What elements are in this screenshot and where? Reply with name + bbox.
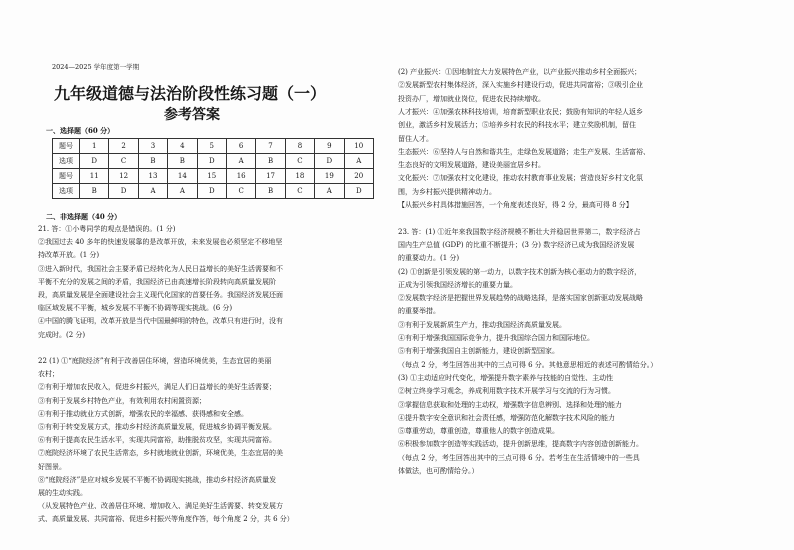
table-cell: 7 [256, 139, 285, 154]
answer-table-row [53, 184, 374, 199]
text-line: ⑤有利于转变发展方式，推动乡村经济高质量发展，促进城乡协调平衡发展。 [38, 423, 276, 431]
text-line: 临区域发展不平衡，城乡发展不平衡不协调等现实挑战。(6 分) [38, 304, 233, 313]
table-cell: C [109, 154, 138, 169]
row-header: 选项 [53, 184, 80, 199]
text-line: 段，高质量发展是全面建设社会主义现代化国家的首要任务。我国经济发展还面 [38, 291, 283, 299]
term-label: 2024—2025 学年度第一学期 [52, 63, 140, 71]
row-header: 题号 [53, 169, 80, 184]
table-cell: D [197, 184, 226, 199]
table-cell: 12 [109, 169, 138, 184]
answer-table-row [53, 139, 374, 154]
text-line: ⑥积极参加数字创造等实践活动，提升创新思维，提高数字内容创造创新能力。 [398, 440, 643, 449]
table-cell: 18 [285, 169, 314, 184]
text-line: ②有利于增加农民收入，促进乡村振兴，满足人们日益增长的美好生活需要； [38, 383, 276, 392]
text-line: ④有利于推动就业方式创新，增强农民的幸福感、获得感和安全感。 [38, 409, 248, 418]
table-cell: 17 [256, 169, 285, 184]
text-line: 围，为乡村振兴提供精神动力。 [398, 187, 496, 196]
page-title: 九年级道德与法治阶段性练习题（一） [54, 84, 327, 103]
text-line: ③有利于发展乡村特色产业，有效利用农村闲置资源； [38, 396, 206, 405]
table-cell: 19 [315, 169, 344, 184]
table-cell: A [226, 154, 255, 169]
text-line: （从发展特色产业、改善居住环境、增加收入、满足美好生活需要、转变发展方 [38, 502, 283, 511]
text-line: ②发展数字经济是把握世界发展趋势的战略选择，是落实国家创新驱动发展战略 [398, 294, 643, 303]
text-line: 留住人才。 [398, 134, 433, 143]
answer-table-row [53, 169, 374, 184]
table-cell: B [256, 154, 285, 169]
table-cell: 3 [138, 139, 167, 154]
answer-table [52, 138, 374, 199]
text-line: 23. 答：(1) ①近年来我国数字经济规模不断壮大并稳居世界第二，数字经济占 [398, 227, 641, 236]
text-line: （每点 2 分，考生回答出其中的三点可得 6 分。其他意思相近的表述可酌情给分。） [398, 360, 658, 369]
text-line: ④有利于增强我国国际竞争力，提升我国综合国力和国际地位。 [398, 334, 594, 342]
table-cell: D [197, 154, 226, 169]
text-line: 体做法，也可酌情给分。） [398, 467, 479, 475]
text-line: 投资办厂，增加就业岗位，促进农民持续增收。 [398, 94, 545, 103]
table-cell: 5 [197, 139, 226, 154]
text-line: 展的生动实践。 [38, 489, 87, 497]
text-line: ④提升数字安全意识和社会责任感，增强防范化解数字技术风险的能力 [398, 413, 615, 422]
page-subtitle: 参考答案 [164, 107, 220, 123]
table-cell: 16 [226, 169, 255, 184]
table-cell: 11 [80, 169, 109, 184]
table-cell: 4 [168, 139, 197, 154]
section1-heading: 一、选择题（60 分） [46, 126, 115, 135]
text-line: ⑧“庭院经济”是应对城乡发展不平衡不协调现实挑战，推动乡村经济高质量发 [38, 475, 277, 484]
table-cell: B [168, 154, 197, 169]
text-line: 的重要动力。(1 分) [398, 254, 460, 263]
text-line: ③掌握信息获取和处理的主动权，增强数字信息辨别、选择和处理的能力 [398, 400, 622, 409]
row-header: 选项 [53, 154, 80, 169]
table-cell: A [168, 184, 197, 199]
text-line: 人才振兴：④加强农林科技培训，培育新型职业农民；鼓励有知识的年轻人返乡 [398, 107, 643, 116]
text-line: 正成为引领我国经济增长的重要力量。 [398, 280, 517, 289]
table-cell: 14 [168, 169, 197, 184]
table-cell: D [315, 154, 344, 169]
text-line: (2) 产业振兴：①因地制宜大力发展特色产业，以产业振兴推动乡村全面振兴； [398, 68, 642, 76]
table-cell: A [138, 184, 167, 199]
table-cell: D [80, 154, 109, 169]
text-line: 平衡不充分的发展之间的矛盾，我国经济已由高速增长阶段转向高质量发展阶 [38, 277, 276, 286]
table-cell: A [315, 184, 344, 199]
table-cell: C [285, 184, 314, 199]
text-line: 生态振兴：⑥坚持人与自然和谐共生，走绿色发展道路；走生产发展、生活富裕、 [398, 147, 650, 156]
table-cell: 15 [197, 169, 226, 184]
text-line: 创业，激活乡村发展活力；⑤培养乡村农民的科技水平；建立奖励机制，留住 [398, 121, 636, 130]
table-cell: B [80, 184, 109, 199]
table-cell: B [256, 184, 285, 199]
table-cell: 13 [138, 169, 167, 184]
text-line: 生态良好的文明发展道路，建设美丽宜居乡村。 [398, 161, 545, 170]
table-cell: 1 [80, 139, 109, 154]
answer-table-row [53, 154, 374, 169]
text-line: 持改革开放。(1 分) [38, 251, 100, 260]
text-line: 文化振兴：⑦加强农村文化建设，推动农村教育事业发展；营造良好乡村文化氛 [398, 174, 643, 183]
table-cell: 10 [344, 139, 373, 154]
text-line: 农村； [38, 370, 59, 379]
text-line: (3) ①主动适应时代变化，增强提升数字素养与技能的自觉性、主动性 [398, 373, 614, 382]
text-line: ⑦庭院经济坏境了农民生活常态，乡村就地就业创新，环境优美，生态宜居的美 [38, 449, 283, 458]
table-cell: C [285, 154, 314, 169]
table-cell: 6 [226, 139, 255, 154]
text-line: 21. 答：①小粤同学的观点是错误的。(1 分) [38, 225, 176, 233]
table-cell: B [138, 154, 167, 169]
text-line: 【从振兴乡村具体措施回答，一个角度表述良好，得 2 分，最高可得 8 分】 [398, 201, 633, 209]
text-line: ⑤有利于增强我国自主创新能力，建设创新型国家。 [398, 347, 559, 356]
table-cell: 9 [315, 139, 344, 154]
text-line: 完成时。(2 分) [38, 330, 86, 339]
text-line: ③有利于发展新质生产力，推动我国经济高质量发展。 [398, 320, 566, 329]
table-cell: D [344, 184, 373, 199]
text-line: 式、高质量发展、共同富裕、促进乡村振兴等角度作答，每个角度 2 分，共 6 分） [38, 515, 294, 524]
text-line: ③进入新时代，我国社会主要矛盾已经转化为人民日益增长的美好生活需要和不 [38, 264, 283, 273]
text-line: （每点 2 分，考生回答出其中的三点可得 6 分。若考生在生活情境中的一些具 [398, 453, 640, 462]
text-line: ②我国过去 40 多年的快速发展靠的是改革开放，未来发展也必须坚定不移地坚 [38, 238, 283, 247]
table-cell: 20 [344, 169, 373, 184]
text-line: ④中国的腾飞证明，改革开放是当代中国最鲜明的特色，改革只有进行时，没有 [38, 317, 283, 326]
text-line: 国内生产总值 (GDP) 的比重不断提升；(3 分) 数字经济已成为我国经济发展 [398, 240, 635, 249]
text-line: ⑤尊重劳动，尊重创造，尊重他人的数字创造成果。 [398, 427, 559, 436]
text-line: (2) ①创新是引领发展的第一动力，以数字技术创新为核心驱动力的数字经济， [398, 267, 642, 276]
row-header: 题号 [53, 139, 80, 154]
text-line: ②树立终身学习观念，养成利用数字技术开展学习与交流的行为习惯。 [398, 387, 615, 396]
text-line: ⑥有利于提高农民生活水平，实现共同富裕，助推脱贫攻坚，实现共同富裕。 [38, 436, 276, 445]
text-line: 好图景。 [38, 462, 66, 471]
table-cell: C [226, 184, 255, 199]
text-line: 22 (1) ①“庭院经济”有利于改善居住环境，营造环境优美，生态宜居的美丽 [38, 357, 272, 365]
table-cell: A [344, 154, 373, 169]
text-line: 的重要举措。 [398, 307, 440, 316]
table-cell: D [109, 184, 138, 199]
text-line: ②发展新型农村集体经济，深入实施乡村建设行动，促进共同富裕；③吸引企业 [398, 81, 643, 90]
table-cell: 8 [285, 139, 314, 154]
table-cell: 2 [109, 139, 138, 154]
section2-heading: 二、非选择题（40 分） [46, 212, 122, 221]
